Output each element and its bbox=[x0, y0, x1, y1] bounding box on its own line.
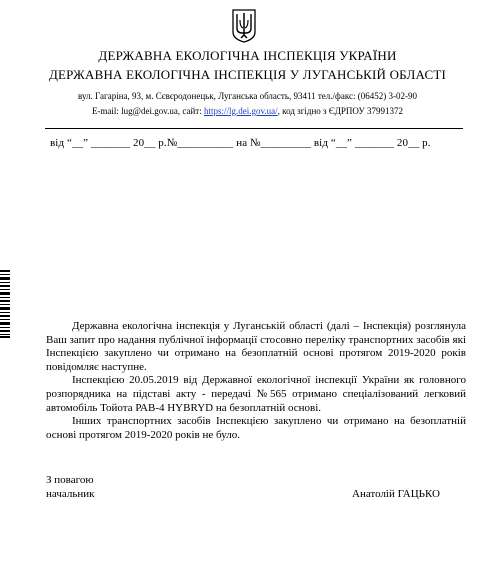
letter-body bbox=[46, 320, 466, 442]
signer-name: Анатолій ГАЦЬКО bbox=[352, 488, 440, 500]
body-paragraph-3: Інших транспортних засобів Інспекцією закуплено чи отримано на безоплатній основі протягом 2019-2020 років не було. bbox=[46, 415, 466, 441]
coat-of-arms-icon bbox=[231, 8, 257, 44]
org-address: вул. Гагаріна, 93, м. Сєвєродонецьк, Луганська область, 93411 тел./факс: (06452) 3-02-90 bbox=[78, 91, 417, 101]
registration-line: від “__” _______ 20__ р.№__________ на №_________ від “__” _______ 20__ р. bbox=[50, 137, 431, 149]
org-name-regional: ДЕРЖАВНА ЕКОЛОГІЧНА ІНСПЕКЦІЯ У ЛУГАНСЬКІЙ ОБЛАСТІ bbox=[48, 67, 447, 82]
signer-position: начальник bbox=[46, 487, 95, 500]
barcode-icon bbox=[0, 270, 10, 338]
website-link[interactable]: https://lg.dei.gov.ua/ bbox=[203, 106, 278, 116]
body-paragraph-1: Державна екологічна інспекція у Луганській області (далі – Інспекція) розглянула Ваш запит про надання публічної інформації стосовно переліку транспортних засобів які Інспекцією закуплено чи отримано на безоплатній основі протягом 2019-2020 років повідомляє наступне. bbox=[46, 320, 466, 373]
contact-prefix: E-mail: lug@dei.gov.ua, сайт: bbox=[91, 106, 204, 116]
closing-regards: З повагою bbox=[46, 474, 94, 486]
org-name-national: ДЕРЖАВНА ЕКОЛОГІЧНА ІНСПЕКЦІЯ УКРАЇНИ bbox=[98, 48, 397, 63]
closing-block bbox=[46, 474, 94, 501]
org-contacts bbox=[0, 106, 495, 116]
header-divider bbox=[45, 128, 463, 129]
body-paragraph-2: Інспекцією 20.05.2019 від Державної екологічної інспекції України як головного розпорядника на підставі акту - передачі №565 отримано спеціалізований легковий автомобіль Тойота РАВ-4 HYBRYD на безоплатній основі. bbox=[46, 374, 466, 414]
contact-suffix: , код згідно з ЄДРПОУ 37991372 bbox=[277, 106, 404, 116]
